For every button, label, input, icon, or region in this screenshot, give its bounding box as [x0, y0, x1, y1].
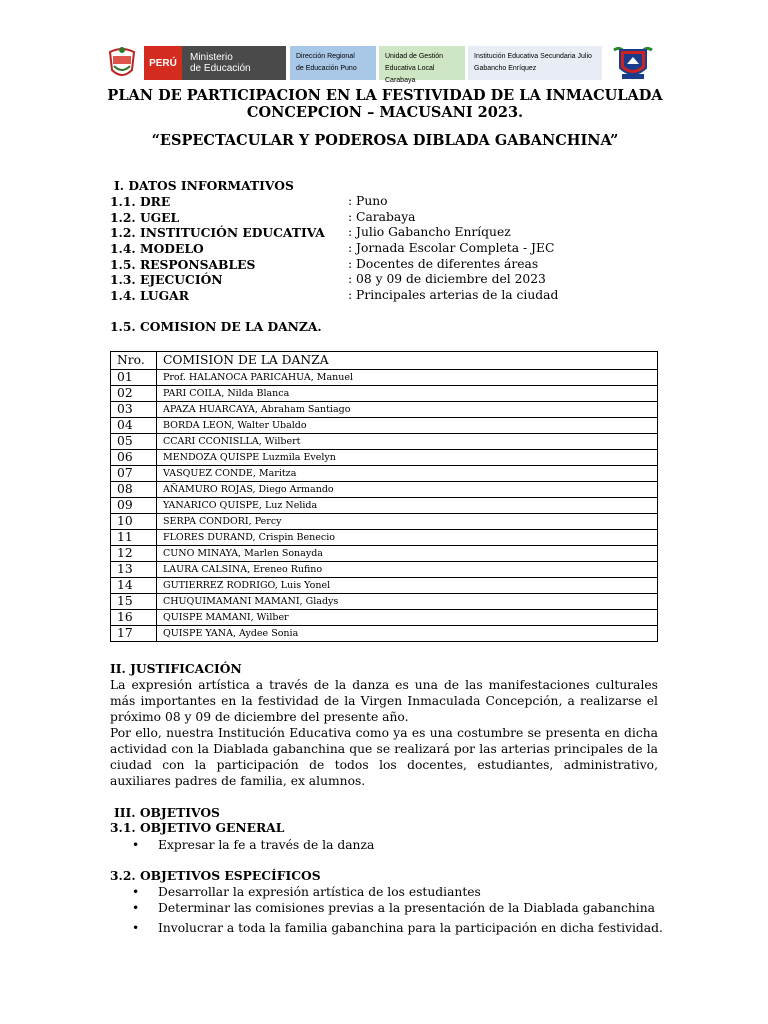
datos-row	[110, 272, 670, 288]
objetivos-especificos-heading: 3.2. OBJETIVOS ESPECÍFICOS	[110, 868, 321, 883]
member-name: GUTIERREZ RODRIGO, Luis Yonel	[157, 578, 658, 594]
member-name: SERPA CONDORI, Percy	[157, 514, 658, 530]
member-name: VASQUEZ CONDE, Maritza	[157, 466, 658, 482]
row-number: 10	[111, 514, 157, 530]
col-nro-header: Nro.	[111, 352, 157, 370]
datos-key: 1.2. UGEL	[110, 209, 180, 225]
datos-value: : Docentes de diferentes áreas	[348, 256, 539, 271]
table-row	[111, 530, 658, 546]
row-number: 04	[111, 418, 157, 434]
ugel-line2: Educativa Local Carabaya	[385, 65, 435, 84]
member-name: LAURA CALSINA, Ereneo Rufino	[157, 562, 658, 578]
row-number: 11	[111, 530, 157, 546]
row-number: 03	[111, 402, 157, 418]
objetivos-heading: III. OBJETIVOS	[114, 805, 220, 820]
member-name: FLORES DURAND, Crispin Benecio	[157, 530, 658, 546]
row-number: 16	[111, 610, 157, 626]
dre-line1: Dirección Regional	[296, 53, 355, 60]
row-number: 08	[111, 482, 157, 498]
ministry-logo	[144, 46, 286, 80]
table-row	[111, 466, 658, 482]
datos-row	[110, 194, 670, 210]
dre-line2: de Educación Puno	[296, 65, 357, 72]
ugel-logo-box	[379, 46, 465, 84]
objetivo-general-list	[130, 837, 374, 853]
member-name: MENDOZA QUISPE Luzmila Evelyn	[157, 450, 658, 466]
row-number: 09	[111, 498, 157, 514]
dre-logo-box	[290, 46, 376, 80]
datos-row	[110, 210, 670, 226]
member-name: CHUQUIMAMANI MAMANI, Gladys	[157, 594, 658, 610]
list-item: • Determinar las comisiones previas a la presentación de la Diablada gabanchina	[130, 900, 663, 916]
row-number: 06	[111, 450, 157, 466]
member-name: CCARI CCONISLLA, Wilbert	[157, 434, 658, 450]
table-row	[111, 402, 658, 418]
datos-heading: I. DATOS INFORMATIVOS	[114, 178, 294, 193]
row-number: 13	[111, 562, 157, 578]
member-name: QUISPE MAMANI, Wilber	[157, 610, 658, 626]
comision-heading: 1.5. COMISION DE LA DANZA.	[110, 319, 322, 334]
objetivos-especificos-list	[130, 884, 663, 936]
table-row	[111, 610, 658, 626]
document-header	[104, 44, 664, 82]
row-number: 01	[111, 370, 157, 386]
ministry-line2: de Educación	[190, 63, 251, 74]
document-title-line2: CONCEPCION – MACUSANI 2023.	[246, 104, 524, 121]
row-number: 15	[111, 594, 157, 610]
table-row	[111, 594, 658, 610]
datos-value: : Puno	[348, 194, 388, 208]
datos-row	[110, 257, 670, 273]
school-logo-box	[468, 46, 602, 80]
list-item: • Desarrollar la expresión artística de los estudiantes	[130, 884, 663, 900]
row-number: 05	[111, 434, 157, 450]
document-subtitle: “ESPECTACULAR Y PODEROSA DIBLADA GABANCHINA”	[151, 132, 619, 149]
member-name: Prof. HALANOCA PARICAHUA, Manuel	[157, 370, 658, 386]
row-number: 12	[111, 546, 157, 562]
table-row	[111, 514, 658, 530]
table-row	[111, 386, 658, 402]
member-name: YANARICO QUISPE, Luz Nelida	[157, 498, 658, 514]
objetivo-general-heading: 3.1. OBJETIVO GENERAL	[110, 820, 285, 835]
table-row	[111, 482, 658, 498]
datos-key: 1.5. RESPONSABLES	[110, 256, 256, 272]
datos-key: 1.2. INSTITUCIÓN EDUCATIVA	[110, 225, 325, 241]
table-row	[111, 418, 658, 434]
school-line2: Gabancho Enríquez	[474, 65, 537, 72]
member-name: PARI COILA, Nilda Blanca	[157, 386, 658, 402]
datos-key: 1.4. MODELO	[110, 241, 204, 257]
datos-row	[110, 288, 670, 304]
datos-key: 1.3. EJECUCIÓN	[110, 272, 223, 288]
member-name: APAZA HUARCAYA, Abraham Santiago	[157, 402, 658, 418]
datos-value: : Principales arterias de la ciudad	[348, 288, 559, 303]
row-number: 14	[111, 578, 157, 594]
table-row	[111, 562, 658, 578]
datos-value: : 08 y 09 de diciembre del 2023	[348, 272, 546, 287]
datos-value: : Carabaya	[348, 209, 416, 224]
justificacion-heading: II. JUSTIFICACIÓN	[110, 661, 242, 676]
datos-value: : Julio Gabancho Enríquez	[348, 225, 511, 240]
member-name: BORDA LEON, Walter Ubaldo	[157, 418, 658, 434]
table-row	[111, 434, 658, 450]
comision-table	[110, 351, 658, 642]
school-line1: Institución Educativa Secundaria Julio	[474, 53, 592, 60]
table-row	[111, 578, 658, 594]
justificacion-paragraph-1: La expresión artística a través de la danza es una de las manifestaciones culturales más importantes en la festividad de la Virgen Inmaculada Concepción, a realizarse el próximo 08 y 09 de diciembre del presente año.	[110, 678, 658, 724]
justificacion-paragraph-2: Por ello, nuestra Institución Educativa como ya es una costumbre se presenta en dicha actividad con la Diablada gabanchina que se realizará por las arterias principales de la ciudad con la participación de todos los docentes, estudiantes, administrativo, auxiliares padres de familia, ex alumnos.	[110, 726, 658, 788]
document-title-line1: PLAN DE PARTICIPACION EN LA FESTIVIDAD DE LA INMACULADA	[107, 87, 663, 104]
datos-value: : Jornada Escolar Completa - JEC	[348, 241, 555, 256]
comision-table-body	[111, 370, 658, 642]
table-row	[111, 370, 658, 386]
datos-key: 1.1. DRE	[110, 194, 171, 209]
school-crest-icon	[610, 44, 656, 82]
datos-row	[110, 225, 670, 241]
datos-key: 1.4. LUGAR	[110, 288, 189, 304]
table-header-row	[111, 352, 658, 370]
peru-label: PERÚ	[144, 46, 182, 80]
list-item: • Expresar la fe a través de la danza	[130, 837, 374, 853]
peru-coat-of-arms-icon	[104, 44, 140, 82]
ministry-line1: Ministerio	[190, 52, 233, 63]
ugel-line1: Unidad de Gestión	[385, 53, 443, 60]
datos-row	[110, 241, 670, 257]
member-name: CUNO MINAYA, Marlen Sonayda	[157, 546, 658, 562]
datos-list	[110, 194, 670, 304]
col-name-header: COMISION DE LA DANZA	[157, 352, 658, 370]
table-row	[111, 450, 658, 466]
table-row	[111, 626, 658, 642]
member-name: QUISPE YANA, Aydee Sonia	[157, 626, 658, 642]
table-row	[111, 498, 658, 514]
member-name: AÑAMURO ROJAS, Diego Armando	[157, 482, 658, 498]
row-number: 07	[111, 466, 157, 482]
table-row	[111, 546, 658, 562]
row-number: 02	[111, 386, 157, 402]
row-number: 17	[111, 626, 157, 642]
list-item: • Involucrar a toda la familia gabanchina para la participación en dicha festividad.	[130, 920, 663, 936]
